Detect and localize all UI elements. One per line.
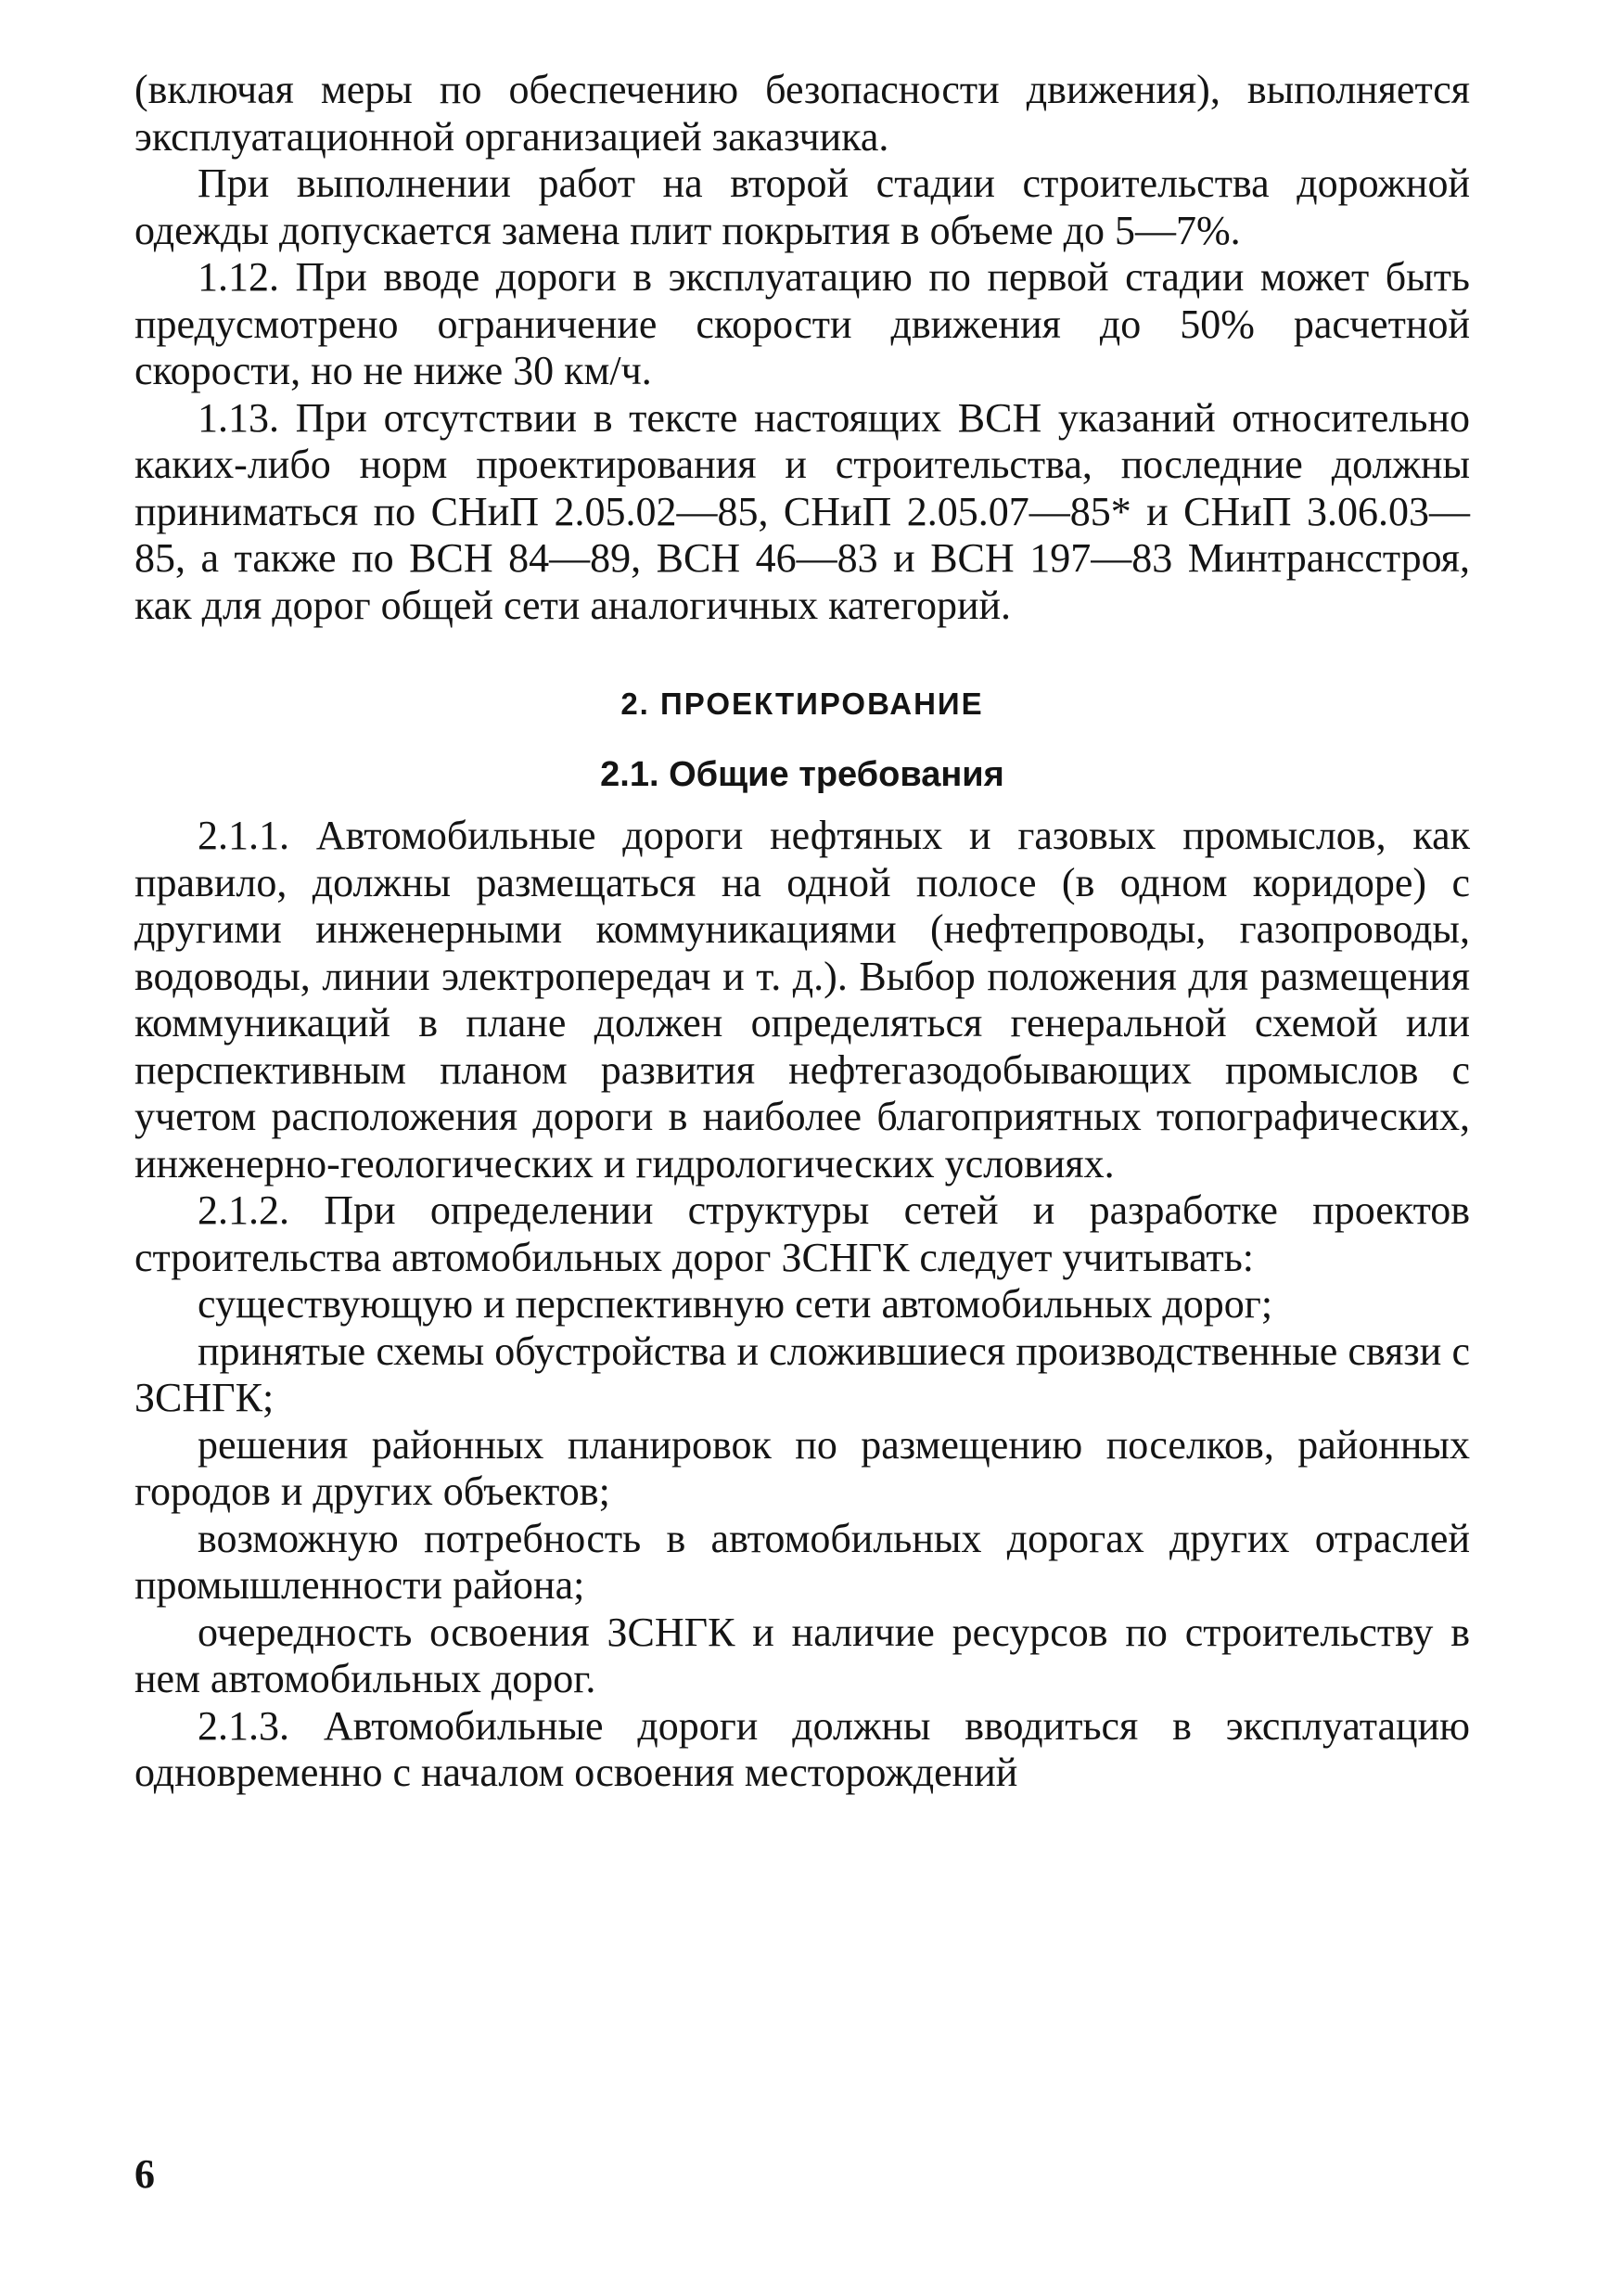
paragraph-2-1-1: 2.1.1. Автомобильные дороги нефтяных и газовых промыслов, как правило, должны размещаться на одной полосе (в одном коридоре) с другими инженерными коммуникациями (нефтепроводы, газопроводы, водоводы, линии электропередач и т. д.). Выбор положения для размещения коммуникаций в плане должен определяться генеральной схемой или перспективным планом развития нефтегазодобывающих промыслов с учетом расположения дороги в наиболее благоприятных топографических, инженерно-геологических и гидрологических условиях. (134, 813, 1470, 1186)
paragraph-2-1-3: 2.1.3. Автомобильные дороги должны вводиться в эксплуатацию одновременно с началом освоения месторождений (134, 1702, 1470, 1795)
paragraph-1-13: 1.13. При отсутствии в тексте настоящих ВСН указаний относительно каких-либо норм проектирования и строительства, последние должны приниматься по СНиП 2.05.02—85, СНиП 2.05.07—85* и СНиП 3.06.03—85, а также по ВСН 84—89, ВСН 46—83 и ВСН 197—83 Минтрансстроя, как для дорог общей сети аналогичных категорий. (134, 394, 1470, 628)
list-item: решения районных планировок по размещению поселков, районных городов и других объектов; (134, 1421, 1470, 1514)
page-number: 6 (134, 2151, 155, 2197)
paragraph-1-12: 1.12. При вводе дороги в эксплуатацию по первой стадии может быть предусмотрено ограничение скорости движения до 50% расчетной скорости, но не ниже 30 км/ч. (134, 254, 1470, 393)
list-item: существующую и перспективную сети автомобильных дорог; (198, 1281, 1273, 1327)
paragraph-plate-replacement: При выполнении работ на второй стадии строительства дорожной одежды допускается замена плит покрытия в объеме до 5—7%. (134, 160, 1470, 253)
paragraph-2-1-2: 2.1.2. При определении структуры сетей и разработке проектов строительства автомобильных дорог ЗСНГК следует учитывать: (134, 1187, 1470, 1280)
list-item: принятые схемы обустройства и сложившиеся производственные связи с ЗСНГК; (134, 1328, 1470, 1420)
list-item: возможную потребность в автомобильных дорогах других отраслей промышленности района; (134, 1515, 1470, 1608)
document-page (134, 67, 1470, 1797)
list-item: очередность освоения ЗСНГК и наличие ресурсов по строительству в нем автомобильных дорог. (134, 1609, 1470, 1701)
paragraph-continuation: (включая меры по обеспечению безопасности движения), выполняется эксплуатационной организацией заказчика. (134, 67, 1470, 160)
subsection-title: 2.1. Общие требования (600, 755, 1004, 794)
section-title: 2. ПРОЕКТИРОВАНИЕ (620, 686, 984, 721)
